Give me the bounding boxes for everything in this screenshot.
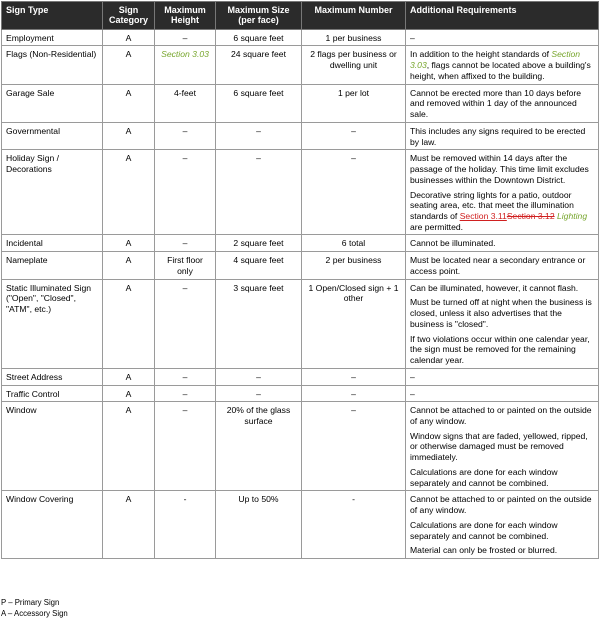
cell-height: First floor only: [155, 252, 216, 279]
table-row: [2, 252, 599, 279]
req-paragraph: Window signs that are faded, yellowed, ripped, or otherwise damaged must be removed immediately.: [410, 430, 588, 463]
req-paragraph: Cannot be attached to or painted on the outside of any window.: [410, 494, 592, 516]
cell-requirements: –: [406, 368, 599, 385]
cell-requirements: This includes any signs required to be erected by law.: [406, 122, 599, 149]
cell-height: –: [155, 122, 216, 149]
header-maximum-size: Maximum Size (per face): [216, 2, 302, 30]
cell-size: 6 square feet: [216, 29, 302, 46]
cell-sign-type: Flags (Non-Residential): [2, 46, 103, 84]
header-maximum-number: Maximum Number: [302, 2, 406, 30]
header-additional-requirements: Additional Requirements: [406, 2, 599, 30]
req-paragraph: Must be turned off at night when the business is closed, unless it also advertises that the business is "closed".: [410, 297, 592, 329]
sign-standards-table: [1, 1, 599, 559]
table-row: [2, 29, 599, 46]
section-deleted: Section 3.12: [506, 210, 555, 221]
cell-height: –: [155, 235, 216, 252]
cell-sign-type: Employment: [2, 29, 103, 46]
cell-requirements: [406, 491, 599, 559]
section-link[interactable]: Section 3.03: [155, 46, 216, 84]
section-link[interactable]: Lighting: [554, 210, 588, 221]
cell-height: –: [155, 29, 216, 46]
table-header-row: [2, 2, 599, 30]
cell-height: –: [155, 368, 216, 385]
table-row: [2, 122, 599, 149]
req-paragraph: Can be illuminated, however, it cannot flash.: [410, 282, 579, 293]
cell-requirements: –: [406, 385, 599, 402]
cell-requirements: Must be located near a secondary entrance or access point.: [406, 252, 599, 279]
cell-category: A: [103, 252, 155, 279]
cell-height: –: [155, 150, 216, 235]
cell-category: A: [103, 122, 155, 149]
cell-category: A: [103, 150, 155, 235]
cell-category: A: [103, 235, 155, 252]
req-paragraph: Cannot be attached to or painted on the outside of any window.: [410, 405, 592, 426]
cell-size: –: [216, 385, 302, 402]
cell-number: –: [302, 150, 406, 235]
cell-requirements: [406, 150, 599, 235]
cell-category: A: [103, 385, 155, 402]
table-row: [2, 235, 599, 252]
section-link-inserted[interactable]: Section 3.11: [459, 210, 507, 221]
req-text: , flags cannot be located above a building's height, when affixed to the building.: [410, 60, 591, 81]
cell-height: 4-feet: [155, 84, 216, 122]
cell-sign-type: Holiday Sign / Decorations: [2, 150, 103, 235]
cell-category: A: [103, 279, 155, 368]
req-paragraph: Must be removed within 14 days after the passage of the holiday. This time limit excludes businesses within the Downtown District.: [410, 153, 589, 185]
cell-size: –: [216, 122, 302, 149]
cell-category: A: [103, 84, 155, 122]
cell-number: –: [302, 122, 406, 149]
cell-number: 2 flags per business or dwelling unit: [302, 46, 406, 84]
cell-category: A: [103, 402, 155, 491]
cell-number: –: [302, 385, 406, 402]
cell-size: 3 square feet: [216, 279, 302, 368]
cell-size: 20% of the glass surface: [216, 402, 302, 491]
cell-category: A: [103, 491, 155, 559]
cell-category: A: [103, 29, 155, 46]
header-sign-category: Sign Category: [103, 2, 155, 30]
cell-number: –: [302, 368, 406, 385]
table-row: [2, 150, 599, 235]
cell-sign-type: Traffic Control: [2, 385, 103, 402]
table-row: [2, 385, 599, 402]
cell-size: 24 square feet: [216, 46, 302, 84]
cell-height: -: [155, 491, 216, 559]
cell-number: 1 per business: [302, 29, 406, 46]
cell-sign-type: Street Address: [2, 368, 103, 385]
cell-number: 2 per business: [302, 252, 406, 279]
cell-requirements: [406, 279, 599, 368]
table-row: [2, 491, 599, 559]
cell-sign-type: Nameplate: [2, 252, 103, 279]
cell-height: –: [155, 385, 216, 402]
table-row: [2, 368, 599, 385]
req-text: In addition to the height standards of: [410, 49, 552, 60]
req-paragraph: Material can only be frosted or blurred.: [410, 545, 558, 556]
req-paragraph: Calculations are done for each window separately and cannot be combined.: [410, 519, 558, 541]
req-paragraph: [410, 190, 594, 233]
cell-number: 6 total: [302, 235, 406, 252]
cell-requirements: [406, 402, 599, 491]
cell-height: –: [155, 402, 216, 491]
footnote-primary: P – Primary Sign: [1, 598, 60, 607]
cell-category: A: [103, 368, 155, 385]
cell-requirements: Cannot be erected more than 10 days before and removed within 1 day of the announced sale.: [406, 84, 599, 122]
cell-requirements: –: [406, 29, 599, 46]
cell-number: 1 per lot: [302, 84, 406, 122]
cell-category: A: [103, 46, 155, 84]
req-text: are permitted.: [410, 221, 464, 232]
cell-requirements: Cannot be illuminated.: [406, 235, 599, 252]
cell-sign-type: Garage Sale: [2, 84, 103, 122]
table-row: [2, 402, 599, 491]
cell-number: –: [302, 402, 406, 491]
table-row: [2, 84, 599, 122]
req-text: Decorative string lights for a patio, outdoor seating area, etc. that meet the illumination standards of: [410, 189, 574, 221]
cell-requirements: [406, 46, 599, 84]
header-sign-type: Sign Type: [2, 2, 103, 30]
cell-size: 4 square feet: [216, 252, 302, 279]
req-paragraph: Calculations are done for each window separately and cannot be combined.: [410, 466, 558, 488]
cell-sign-type: Window Covering: [2, 491, 103, 559]
header-maximum-height: Maximum Height: [155, 2, 216, 30]
cell-sign-type: Governmental: [2, 122, 103, 149]
section-link[interactable]: Section 3.03: [410, 49, 581, 71]
cell-sign-type: Incidental: [2, 235, 103, 252]
cell-size: –: [216, 150, 302, 235]
footnote-accessory: A – Accessory Sign: [1, 609, 68, 618]
cell-size: Up to 50%: [216, 491, 302, 559]
cell-size: 6 square feet: [216, 84, 302, 122]
cell-sign-type: Static Illuminated Sign ("Open", "Closed", "ATM", etc.): [2, 279, 103, 368]
cell-size: 2 square feet: [216, 235, 302, 252]
cell-number: 1 Open/Closed sign + 1 other: [302, 279, 406, 368]
cell-sign-type: Window: [2, 402, 103, 491]
table-row: [2, 46, 599, 84]
cell-number: -: [302, 491, 406, 559]
req-paragraph: If two violations occur within one calendar year, the sign must be removed for the remaining calendar year.: [410, 333, 590, 366]
cell-height: –: [155, 279, 216, 368]
table-row: [2, 279, 599, 368]
cell-size: –: [216, 368, 302, 385]
